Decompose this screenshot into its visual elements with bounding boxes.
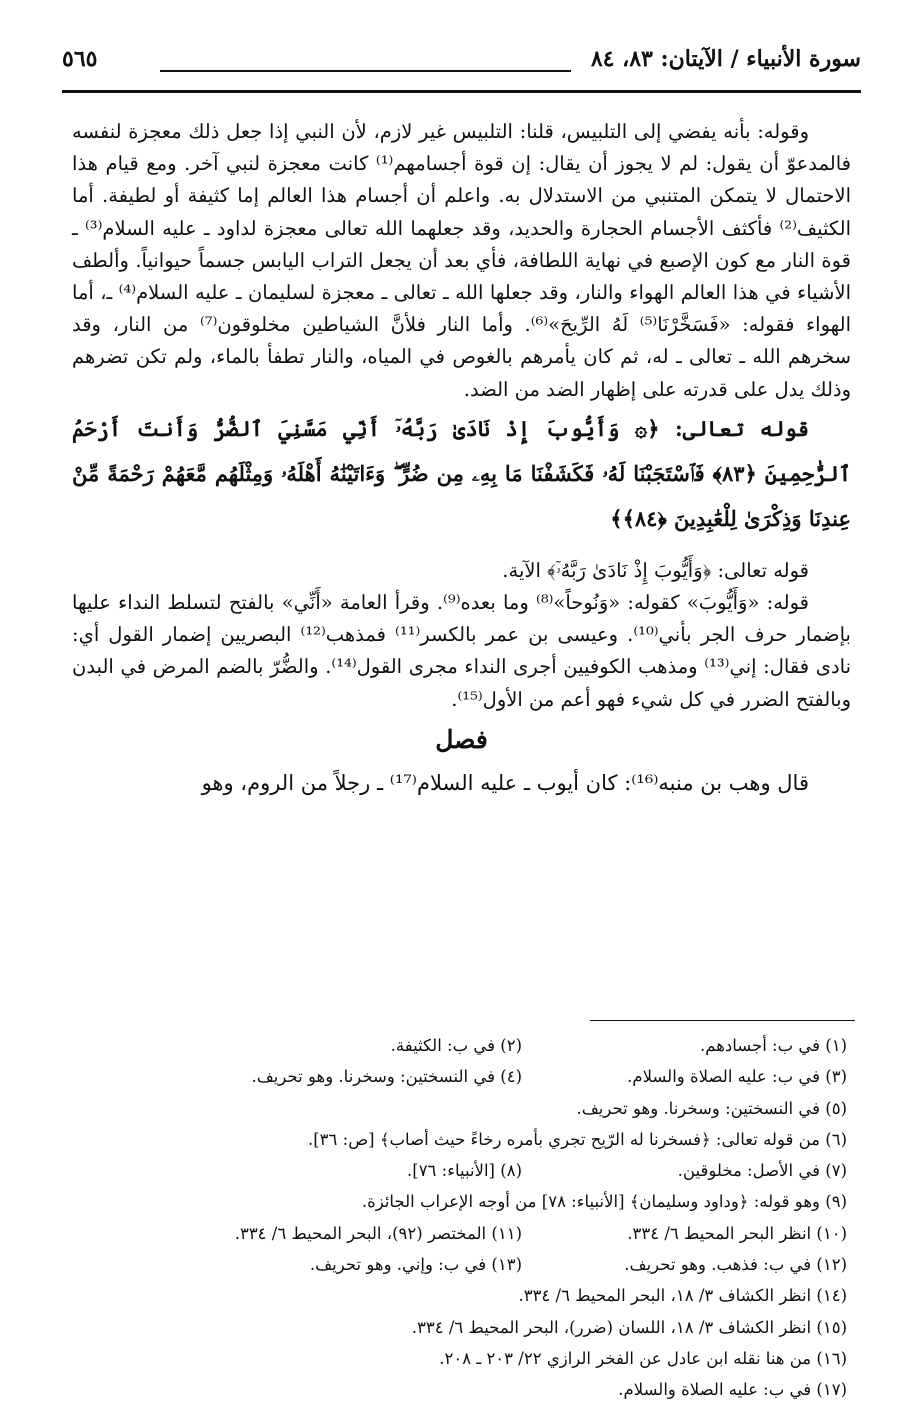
footnote-14: (١٤) انظر الكشاف ٣/ ١٨، البحر المحيط ٦/ ٣٣٤. <box>518 1286 847 1306</box>
paragraph-2: قوله تعالى: ﴿وَأَيُّوبَ إِذْ نَادَىٰ رَبَّهُۥٓ﴾ الآية. <box>502 558 809 582</box>
footnote-row <box>66 1218 847 1249</box>
footnote-2: (٢) في ب: الكثيفة. <box>390 1036 522 1055</box>
footnote-9: (٩) وهو قوله: ﴿وداود وسليمان﴾ [الأنبياء: ٧٨] من أوجه الإعراب الجائزة. <box>361 1192 847 1212</box>
footnote-separator <box>590 1020 855 1021</box>
footnote-10: (١٠) انظر البحر المحيط ٦/ ٣٣٤. <box>627 1223 847 1243</box>
footnote-row <box>66 1249 847 1280</box>
footnote-11: (١١) المختصر (٩٢)، البحر المحيط ٦/ ٣٣٤. <box>234 1223 522 1243</box>
footnote-5: (٥) في النسختين: وسخرنا. وهو تحريف. <box>576 1098 847 1118</box>
footnote-row <box>66 1155 847 1186</box>
header-rule <box>160 70 571 72</box>
footnote-6: (٦) من قوله تعالى: ﴿فسخرنا له الرّيح تجري بأمره رخاءً حيث أصاب﴾ [ص: ٣٦]. <box>307 1129 847 1149</box>
footnote-16: (١٦) من هنا نقله ابن عادل عن الفخر الرازي ٢٢/ ٢٠٣ ـ ٢٠٨. <box>439 1348 847 1368</box>
footnote-3: (٣) في ب: عليه الصلاة والسلام. <box>627 1067 847 1087</box>
quran-verse: قوله تعالى: ﴿۞ وَأَيُّوبَ إِذْ نَادَىٰ رَبَّهُۥٓ أَنِّي مَسَّنِيَ ٱلضُّرُّ وَأَنتَ أَرْحَمُ ٱلرَّٰحِمِينَ ﴿٨٣﴾ فَٱسْتَجَبْنَا لَهُۥ فَكَشَفْنَا مَا بِهِۦ مِن ضُرٍّ ۖ وَءَاتَيْنَٰهُ أَهْلَهُۥ وَمِثْلَهُم مَّعَهُمْ رَحْمَةً مِّنْ عِندِنَا وَذِكْرَىٰ لِلْعَٰبِدِينَ ﴿٨٤﴾﴾ <box>72 415 851 531</box>
footnote-7: (٧) في الأصل: مخلوقين. <box>677 1161 847 1181</box>
paragraph-3: قوله: «وَأَيُّوبَ» كقوله: «وَنُوحاً»⁽⁸⁾ وما بعده⁽⁹⁾. وقرأ العامة «أَنِّي» بالفتح لتسلط النداء عليها بإضمار حرف الجر بأني⁽¹⁰⁾. وعيسى بن عمر بالكسر⁽¹¹⁾ فمذهب⁽¹²⁾ البصريين إضمار القول أي: نادى فقال: إني⁽¹³⁾ ومذهب الكوفيين أجرى النداء مجرى القول⁽¹⁴⁾. والضُّرّ بالضم المرض في البدن وبالفتح الضرر في كل شيء فهو أعم من الأول⁽¹⁵⁾. <box>72 591 852 711</box>
footnote-4: (٤) في النسختين: وسخرنا. وهو تحريف. <box>251 1067 522 1087</box>
paragraph-4: قال وهب بن منبه⁽¹⁶⁾: كان أيوب ـ عليه السلام⁽¹⁷⁾ ـ رجلاً من الروم، وهو <box>201 770 809 795</box>
footnote-17: (١٧) في ب: عليه الصلاة والسلام. <box>618 1380 847 1400</box>
footnote-12: (١٢) في ب: فذهب. وهو تحريف. <box>624 1255 847 1275</box>
header-title: سورة الأنبياء / الآيتان: ٨٣، ٨٤ <box>590 46 861 72</box>
page-number: ٥٦٥ <box>62 46 98 72</box>
footnotes <box>66 1030 847 1406</box>
footnote-8: (٨) [الأنبياء: ٧٦]. <box>407 1161 522 1181</box>
section-heading: فصل <box>435 724 488 754</box>
paragraph-1: وقوله: بأنه يفضي إلى التلبيس، قلنا: التلبيس غير لازم، لأن النبي إذا جعل ذلك معجزة لنفسه فالمدعوّ أن يقول: لم لا يجوز أن يقال: إن قوة أجسامهم⁽¹⁾ كانت معجزة لنبي آخر. ومع قيام هذا الاحتمال لا يتمكن المتنبي من الاستدلال به. واعلم أن أجسام هذا العالم إما كثيفة أو لطيفة. أما الكثيف⁽²⁾ فأكثف الأجسام الحجارة والحديد، وقد جعلهما الله تعالى معجزة لداود ـ عليه السلام⁽³⁾ ـ قوة النار مع كون الإصبع في نهاية اللطافة، فأي بعد أن يجعل التراب اليابس جسماً حيوانياً. وألطف الأشياء في هذا العالم الهواء والنار، وقد جعلها الله ـ تعالى ـ معجزة لسليمان ـ عليه السلام⁽⁴⁾ ـ، أما الهواء فقوله: «فَسَخَّرْنَا⁽⁵⁾ لَهُ الرِّيحَ»⁽⁶⁾. وأما النار فلأنَّ الشياطين مخلوقون⁽⁷⁾ من النار، وقد سخرهم الله ـ تعالى ـ له، ثم كان يأمرهم بالغوص في المياه، والنار تطفأ بالماء، ولم تكن تضرهم وذلك يدل على قدرته على إظهار الضد من الضد. <box>72 120 852 401</box>
main-text <box>72 116 851 802</box>
footnote-row <box>66 1061 847 1092</box>
footnote-15: (١٥) انظر الكشاف ٣/ ١٨، اللسان (ضرر)، البحر المحيط ٦/ ٣٣٤. <box>411 1317 847 1337</box>
footnote-row <box>66 1030 847 1061</box>
footnote-1: (١) في ب: أجسادهم. <box>699 1036 847 1055</box>
footnote-13: (١٣) في ب: وإني. وهو تحريف. <box>309 1255 522 1275</box>
running-header <box>62 40 861 93</box>
